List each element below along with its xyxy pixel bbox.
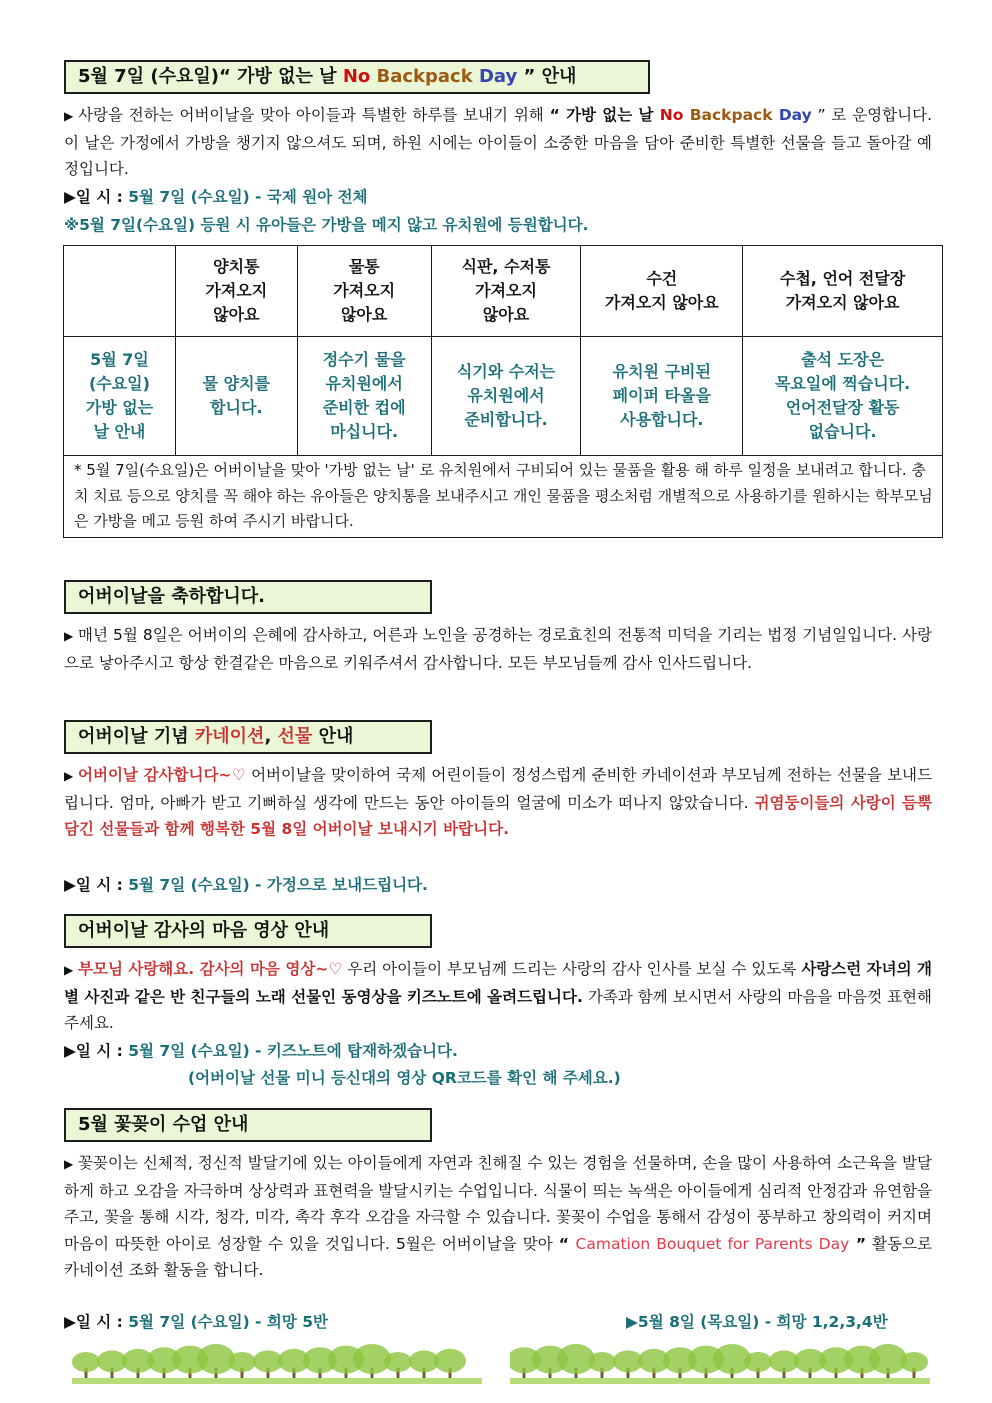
date-line (64, 1309, 328, 1335)
paragraph-text: 어버이날을 맞이하여 국제 어린이들이 정성스럽게 준비한 카네이션과 부모님께 전하는 선물을 보내드립니다. 엄마, 아빠가 받고 기뻐하실 생각에 만드는 동안 아이들의 얼굴에 미소가 떠나지 않았습니다. (64, 766, 932, 812)
section-title-parents-day (64, 580, 432, 614)
paragraph-bold: 사랑스런 자녀의 개별 사진과 같은 반 친구들의 노래 선물인 동영상을 키즈노트에 올려드립니다. (64, 960, 932, 1006)
date-value: 5월 7일 (수요일) - 가정으로 보내드립니다. (128, 876, 428, 894)
table-header-cell: 수첩, 언어 전달장 가져오지 않아요 (743, 246, 943, 337)
title-gift: 선물 (277, 726, 313, 747)
table-cell: 정수기 물을 유치원에서 준비한 컵에 마십니다. (297, 337, 431, 456)
intro-backpack: Backpack (683, 106, 779, 124)
paragraph-text-end: 활동으로 카네이션 조화 활동을 합니다. (64, 1234, 932, 1279)
ground-strip (510, 1378, 930, 1384)
notice-line (64, 212, 589, 238)
triangle-bullet-icon: ▶ (64, 963, 74, 977)
tree-crown (72, 1352, 100, 1372)
title-text-end: ” 안내 (517, 66, 577, 87)
intro-text: 사랑을 전하는 어버이날을 맞아 아이들과 특별한 하루를 보내기 위해 (78, 106, 550, 124)
date-sub-line (188, 1065, 621, 1091)
table-note: * 5월 7일(수요일)은 어버이날을 맞아 '가방 없는 날' 로 유치원에서 구비되어 있는 물품을 활용 해 하루 일정을 보내려고 합니다. 충치 치료 등으로 양치를 꼭 해야 하는 유아들은 양치통을 보내주시고 개인 물품을 평소처럼 개별적으로 사용하기를 원하시는 학부모님은 가방을 메고 등원 하여 주시기 바랍니다. (64, 456, 943, 538)
title-text: 5월 꽃꽂이 수업 안내 (78, 1114, 249, 1135)
trees-illustration-right (510, 1338, 930, 1384)
date-value-2: ▶5월 8일 (목요일) - 희망 1,2,3,4반 (626, 1313, 888, 1331)
table-note-row (64, 456, 943, 538)
table-header-cell: 물통 가져오지 않아요 (297, 246, 431, 337)
intro-day: Day (778, 106, 812, 124)
paragraph-text: 우리 아이들이 부모님께 드리는 사랑의 감사 인사를 보실 수 있도록 (342, 960, 802, 978)
parents-day-paragraph (64, 622, 932, 676)
carnation-paragraph (64, 762, 932, 843)
date-sub: (어버이날 선물 미니 등신대의 영상 QR코드를 확인 해 주세요.) (188, 1069, 621, 1087)
table-cell: 5월 7일 (수요일) 가방 없는 날 안내 (64, 337, 176, 456)
section-title-carnation-gift (64, 720, 432, 754)
date-label: ▶일 시 : (64, 1313, 129, 1331)
notice-text: ※5월 7일(수요일) 등원 시 유아들은 가방을 메지 않고 유치원에 등원합니다. (64, 216, 589, 234)
section-title-video (64, 914, 432, 948)
intro-text-end: ” 로 운영합니다. 이 날은 가정에서 가방을 챙기지 않으셔도 되며, 하원 시에는 아이들이 소중한 마음을 담아 준비한 특별한 선물을 들고 돌아갈 예정입니다. (64, 106, 933, 178)
title-no: No (342, 66, 371, 87)
date-value: 5월 7일 (수요일) - 키즈노트에 탑재하겠습니다. (128, 1042, 458, 1060)
tree-crown (744, 1352, 772, 1372)
title-text: 어버이날 감사의 마음 영상 안내 (78, 920, 330, 941)
date-value: 5월 7일 (수요일) - 희망 5반 (128, 1313, 328, 1331)
paragraph-event-name: Camation Bouquet for Parents Day (575, 1234, 850, 1253)
title-carnation: 카네이션 (194, 726, 265, 747)
table-cell: 출석 도장은 목요일에 찍습니다. 언어전달장 활동 없습니다. (743, 337, 943, 456)
title-day: Day (478, 66, 518, 87)
tree-crown (384, 1352, 412, 1372)
intro-no: No (659, 106, 684, 124)
video-paragraph (64, 956, 932, 1037)
date-label: ▶일 시 : (64, 876, 129, 894)
table-header-cell: 수건 가져오지 않아요 (581, 246, 743, 337)
title-backpack: Backpack (370, 66, 479, 87)
tree-crown (434, 1349, 466, 1373)
triangle-bullet-icon: ▶ (64, 109, 74, 123)
date-value: 5월 7일 (수요일) - 국제 원아 전체 (128, 188, 368, 206)
quote-close: ” (849, 1234, 867, 1253)
section-title-no-backpack-day (64, 60, 650, 94)
ground-strip (72, 1378, 482, 1384)
paragraph-text: 꽃꽂이는 신체적, 정신적 발달기에 있는 아이들에게 자연과 친해질 수 있는 경험을 선물하며, 손을 많이 사용하여 소근육을 발달하게 하고 오감을 자극하며 상상력과 표현력을 발달시키는 수업입니다. 식물이 띄는 녹색은 아이들에게 심리적 안정감과 유연함을 주고, 꽃을 통해 시각, 청각, 미각, 촉각 후각 오감을 자극할 수 있습니다. 꽃꽂이 수업을 통해서 감성이 풍부하고 창의력이 커지며 마음이 따뜻한 아이로 성장할 수 있을 것입니다. 5월은 어버이날을 맞아 (64, 1154, 932, 1253)
date-label: ▶일 시 : (64, 1042, 129, 1060)
paragraph-emphasis: 어버이날 감사합니다~♡ (78, 766, 246, 784)
title-text: 어버이날을 축하합니다. (78, 586, 265, 607)
date-line-2 (626, 1309, 888, 1335)
date-line (64, 872, 428, 898)
triangle-bullet-icon: ▶ (64, 769, 74, 783)
no-backpack-table (63, 245, 943, 538)
paragraph-emphasis-end: 귀염둥이들의 사랑이 듬뿍 담긴 선물들과 함께 행복한 5월 8일 어버이날 보내시기 바랍니다. (64, 793, 932, 838)
paragraph-emphasis: 부모님 사랑해요. 감사의 마음 영상~♡ (78, 960, 343, 978)
table-header-row (64, 246, 943, 337)
trees-illustration-left (72, 1338, 482, 1384)
title-text-end: 안내 (312, 726, 354, 747)
table-cell: 물 양치를 합니다. (175, 337, 297, 456)
date-label: ▶일 시 : (64, 188, 129, 206)
table-row (64, 337, 943, 456)
section-title-flower-class (64, 1108, 432, 1142)
paragraph-text: 매년 5월 8일은 어버이의 은혜에 감사하고, 어른과 노인을 공경하는 경로효친의 전통적 미덕을 기리는 법정 기념일입니다. 사랑으로 낳아주시고 항상 한결같은 마음으로 키워주셔서 감사합니다. 모든 부모님들께 감사 인사드립니다. (64, 626, 932, 672)
no-backpack-intro (64, 102, 932, 183)
triangle-bullet-icon: ▶ (64, 629, 74, 643)
table-header-cell (64, 246, 176, 337)
intro-emphasis: “ 가방 없는 날 (549, 106, 660, 124)
table-cell: 유치원 구비된 페이퍼 타올을 사용합니다. (581, 337, 743, 456)
tree-crown (588, 1352, 616, 1372)
triangle-bullet-icon: ▶ (64, 1157, 74, 1171)
table-header-cell: 식판, 수저통 가져오지 않아요 (431, 246, 581, 337)
date-line (64, 1038, 458, 1064)
date-line (64, 184, 368, 210)
title-text: 어버이날 기념 (78, 726, 195, 747)
flower-paragraph (64, 1150, 932, 1284)
table-header-cell: 양치통 가져오지 않아요 (175, 246, 297, 337)
title-comma: , (264, 726, 278, 747)
tree-crown (228, 1352, 256, 1372)
table-cell: 식기와 수저는 유치원에서 준비합니다. (431, 337, 581, 456)
quote-open: “ (558, 1234, 576, 1253)
paragraph-text-end: 가족과 함께 보시면서 사랑의 마음을 마음껏 표현해주세요. (64, 987, 932, 1032)
tree-crown (900, 1352, 928, 1372)
title-text: 5월 7일 (수요일)“ 가방 없는 날 (78, 66, 343, 87)
